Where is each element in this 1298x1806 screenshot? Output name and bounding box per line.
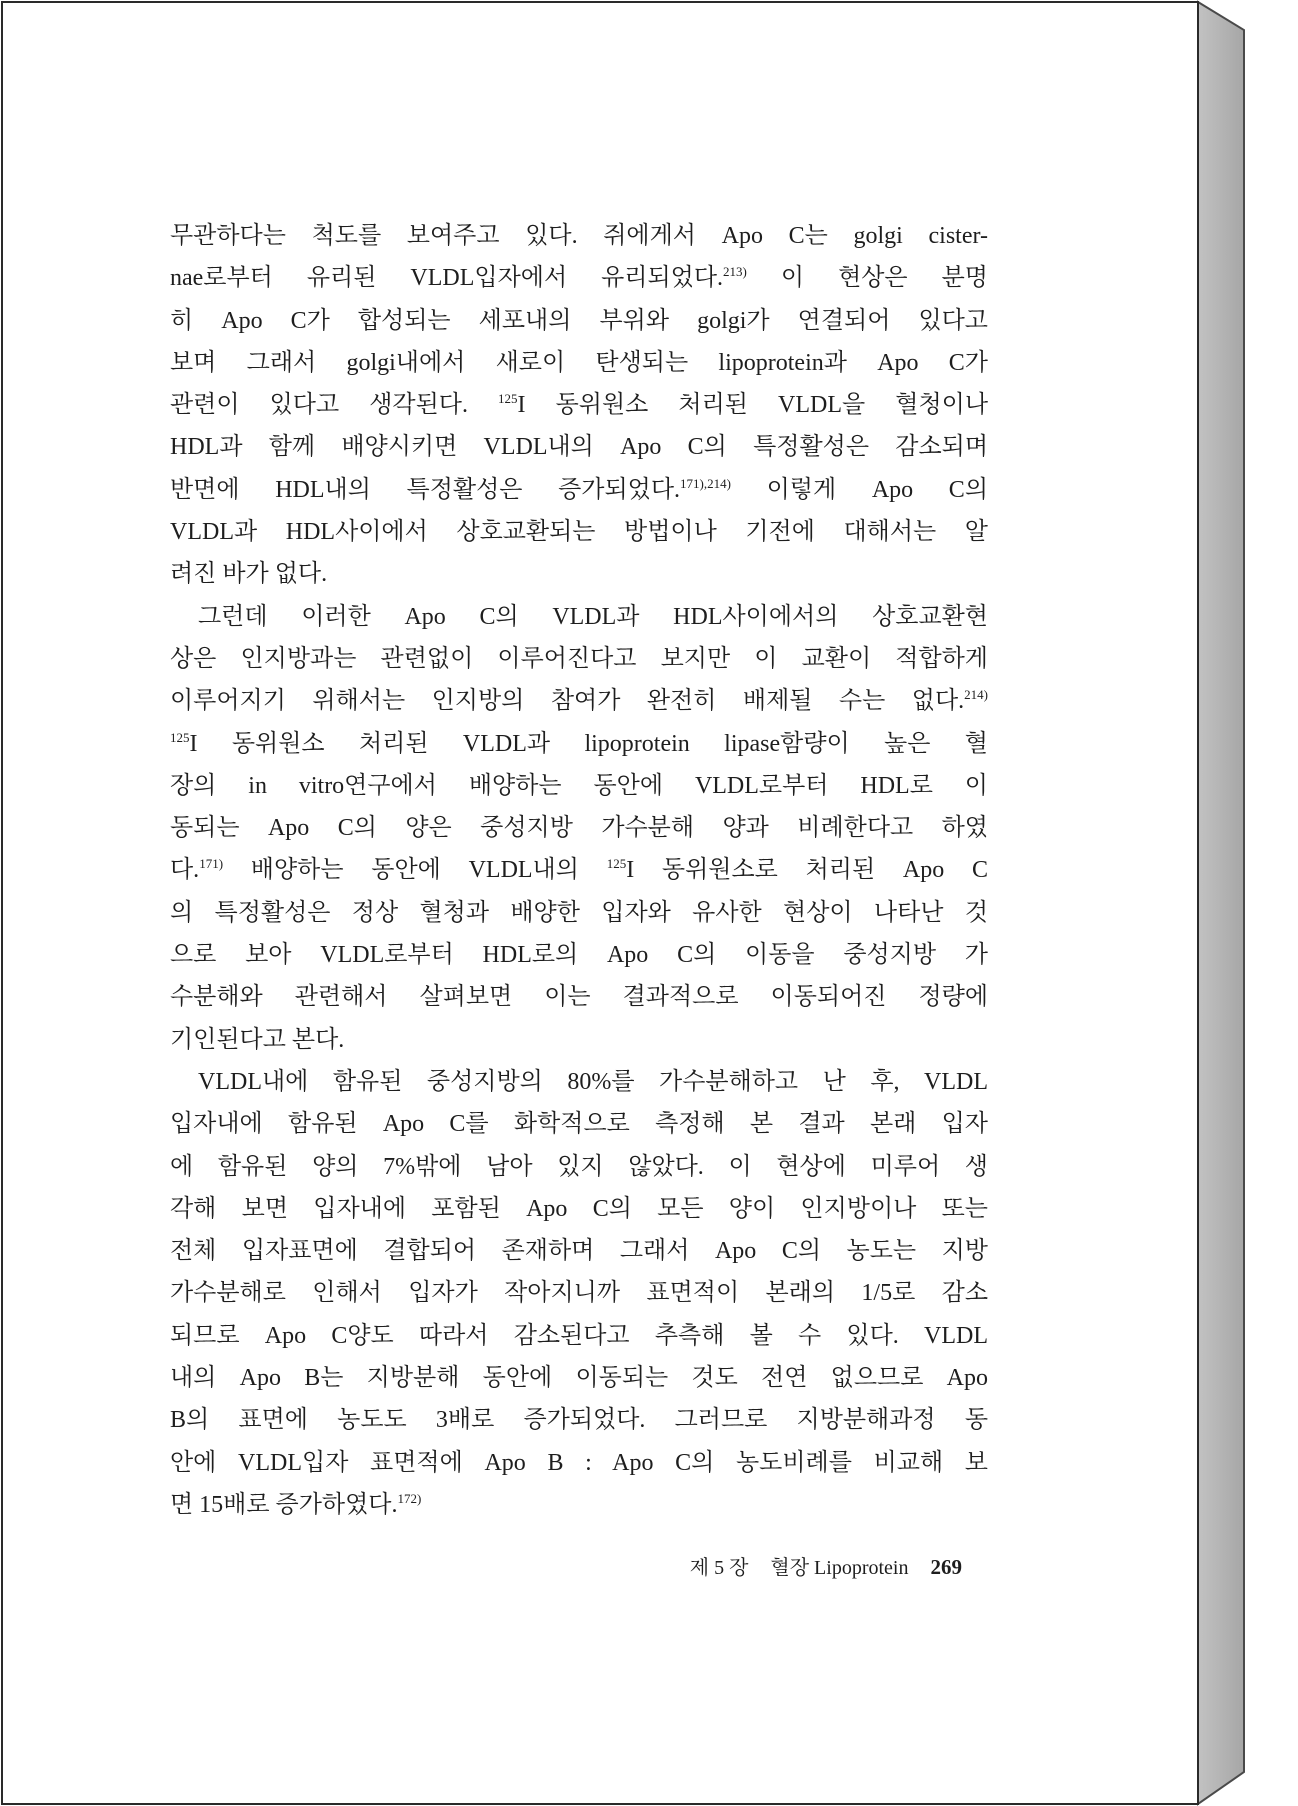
line-text: 배양하는 동안에 VLDL내의 [223,857,607,884]
text-line [170,426,988,468]
text-line [170,1484,988,1526]
line-text: HDL과 함께 배양시키면 VLDL내의 Apo C의 특정활성은 감소되며 [170,434,988,461]
text-line [170,553,988,595]
line-text: 려진 바가 없다. [170,561,328,588]
line-text: 반면에 HDL내의 특정활성은 증가되었다. [170,476,681,503]
text-line [170,892,988,934]
chapter-label: 제 5 장 [689,1557,749,1579]
text-line [170,976,988,1018]
footnote-ref: 214) [964,687,988,703]
text-line [170,849,988,891]
line-text: 에 함유된 양의 7%밖에 남아 있지 않았다. 이 현상에 미루어 생 [170,1153,988,1180]
text-line [170,934,988,976]
line-text: I 동위원소 처리된 VLDL을 혈청이나 [517,392,988,419]
footnote-ref: 213) [723,264,747,280]
paragraph [170,215,988,596]
line-text: 기인된다고 본다. [170,1026,345,1053]
line-text: 수분해와 관련해서 살펴보면 이는 결과적으로 이동되어진 정량에 [170,984,988,1011]
line-text: 가수분해로 인해서 입자가 작아지니까 표면적이 본래의 1/5로 감소 [170,1280,988,1307]
line-text: 이루어지기 위해서는 인지방의 참여가 완전히 배제될 수는 없다. [170,688,965,715]
line-text: 안에 VLDL입자 표면적에 Apo B : Apo C의 농도비례를 비교해 보 [170,1449,988,1476]
line-text: I 동위원소 처리된 VLDL과 lipoprotein lipase함량이 높은 혈 [189,730,988,757]
paragraph [170,596,988,1061]
text-line [170,300,988,342]
line-text: 무관하다는 척도를 보여주고 있다. 쥐에게서 Apo C는 golgi cister- [170,223,988,249]
page-number: 269 [930,1555,962,1579]
line-text: 으로 보아 VLDL로부터 HDL로의 Apo C의 이동을 중성지방 가 [170,942,988,969]
line-text: B의 표면에 농도도 3배로 증가되었다. 그러므로 지방분해과정 동 [170,1407,988,1434]
footnote-ref: 171),214) [680,475,731,491]
running-footer [560,1552,962,1582]
chapter-title: 혈장 Lipoprotein [770,1557,909,1579]
text-line [170,1442,988,1484]
line-text: I 동위원소로 처리된 Apo C [626,857,988,884]
text-line [170,723,988,765]
text-line [170,1230,988,1272]
line-text: nae로부터 유리된 VLDL입자에서 유리되었다. [170,265,724,292]
line-text: 이렇게 Apo C의 [730,476,988,503]
text-line [170,638,988,680]
text-line [170,511,988,553]
text-line [170,215,988,257]
text-line [170,257,988,299]
line-text: 관련이 있다고 생각된다. [170,392,499,419]
text-line [170,1019,988,1061]
text-line [170,1399,988,1441]
line-text: 그런데 이러한 Apo C의 VLDL과 HDL사이에서의 상호교환현 [198,603,988,630]
page-stack-edge [1198,2,1244,1804]
isotope-mass-number: 125 [170,729,190,745]
line-text: VLDL과 HDL사이에서 상호교환되는 방법이나 기전에 대해서는 알 [170,519,988,546]
text-line [170,765,988,807]
text-line [170,1272,988,1314]
line-text: 상은 인지방과는 관련없이 이루어진다고 보지만 이 교환이 적합하게 [170,645,988,672]
text-line [170,1188,988,1230]
text-line [170,807,988,849]
line-text: 전체 입자표면에 결합되어 존재하며 그래서 Apo C의 농도는 지방 [170,1238,988,1265]
footnote-ref: 171) [199,856,224,872]
line-text: 히 Apo C가 합성되는 세포내의 부위와 golgi가 연결되어 있다고 [170,307,988,334]
text-line [170,1315,988,1357]
line-text: 장의 in vitro연구에서 배양하는 동안에 VLDL로부터 HDL로 이 [170,772,988,799]
isotope-mass-number: 125 [606,856,627,872]
line-text: 면 15배로 증가하였다. [170,1491,398,1518]
line-text: 보며 그래서 golgi내에서 새로이 탄생되는 lipoprotein과 Apo C가 [170,349,988,376]
line-text: 의 특정활성은 정상 혈청과 배양한 입자와 유사한 현상이 나타난 것 [170,899,988,926]
text-line [170,469,988,511]
text-line [170,1146,988,1188]
line-text: VLDL내에 함유된 중성지방의 80%를 가수분해하고 난 후, VLDL [198,1068,988,1095]
isotope-mass-number: 125 [498,391,518,407]
text-line [170,596,988,638]
body-text [170,215,988,1526]
line-text: 동되는 Apo C의 양은 중성지방 가수분해 양과 비례한다고 하였 [170,815,988,842]
line-text: 다. [170,857,200,884]
line-text: 되므로 Apo C양도 따라서 감소된다고 추측해 볼 수 있다. VLDL [170,1322,988,1349]
line-text: 각해 보면 입자내에 포함된 Apo C의 모든 양이 인지방이나 또는 [170,1195,988,1222]
line-text: 내의 Apo B는 지방분해 동안에 이동되는 것도 전연 없으므로 Apo [170,1365,988,1392]
footnote-ref: 172) [397,1490,422,1506]
line-text: 이 현상은 분명 [746,265,988,292]
text-line [170,1357,988,1399]
text-line [170,680,988,722]
paragraph [170,1061,988,1526]
text-line [170,1103,988,1145]
text-line [170,384,988,426]
text-line [170,1061,988,1103]
text-line [170,342,988,384]
line-text: 입자내에 함유된 Apo C를 화학적으로 측정해 본 결과 본래 입자 [170,1111,988,1138]
